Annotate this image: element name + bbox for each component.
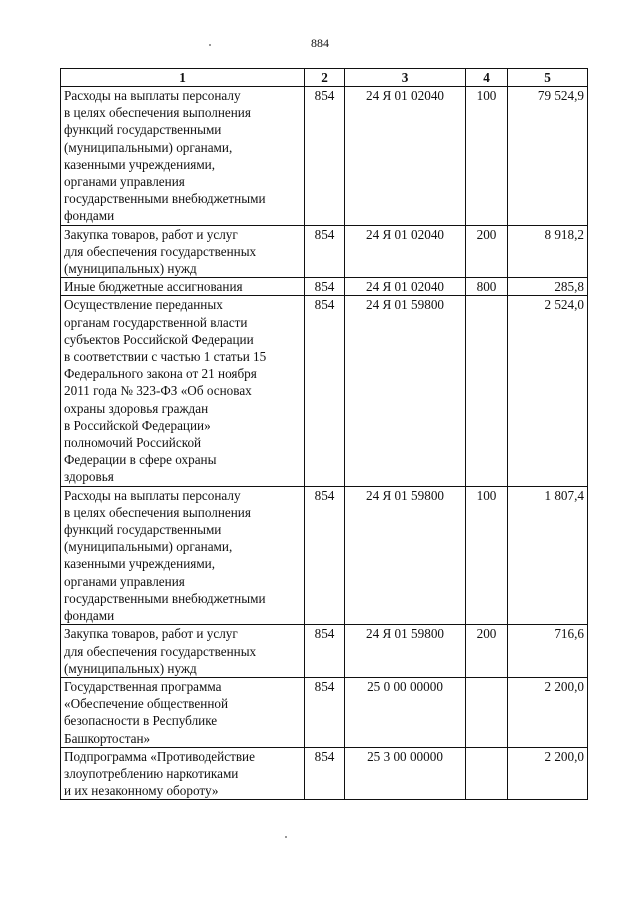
row-target-code: 24 Я 01 02040 [345,87,466,226]
row-ministry-code: 854 [305,625,345,678]
row-expense-type [466,296,508,486]
header-cell-target: 3 [345,69,466,87]
row-amount: 1 807,4 [508,486,588,625]
row-amount: 8 918,2 [508,225,588,278]
row-ministry-code: 854 [305,278,345,296]
row-name: Закупка товаров, работ и услуг для обеспечения государственных (муниципальных) нужд [61,225,305,278]
row-target-code: 25 3 00 00000 [345,747,466,800]
row-expense-type [466,747,508,800]
table-header-row [61,69,588,87]
row-name: Расходы на выплаты персоналу в целях обеспечения выполнения функций государственными (муниципальными) органами, казенными учреждениями, органами управления государственными внебюджетными фондами [61,87,305,226]
row-ministry-code: 854 [305,747,345,800]
row-ministry-code: 854 [305,87,345,226]
row-ministry-code: 854 [305,677,345,747]
scan-speck [285,836,287,838]
row-name: Расходы на выплаты персоналу в целях обеспечения выполнения функций государственными (муниципальными) органами, казенными учреждениями, органами управления государственными внебюджетными фондами [61,486,305,625]
scan-speck [209,44,211,46]
header-cell-type: 4 [466,69,508,87]
row-target-code: 24 Я 01 59800 [345,625,466,678]
table-row [61,278,588,296]
row-amount: 2 524,0 [508,296,588,486]
budget-table [60,68,588,800]
row-ministry-code: 854 [305,486,345,625]
row-expense-type [466,677,508,747]
row-target-code: 24 Я 01 02040 [345,225,466,278]
table-row [61,625,588,678]
row-amount: 79 524,9 [508,87,588,226]
page-number: 884 [311,36,329,50]
row-target-code: 24 Я 01 59800 [345,296,466,486]
row-target-code: 24 Я 01 59800 [345,486,466,625]
row-target-code: 24 Я 01 02040 [345,278,466,296]
table-row [61,677,588,747]
table-row [61,747,588,800]
row-name: Государственная программа «Обеспечение общественной безопасности в Республике Башкортостан» [61,677,305,747]
table-row [61,87,588,226]
header-cell-amount: 5 [508,69,588,87]
row-expense-type: 200 [466,625,508,678]
table-row [61,486,588,625]
row-expense-type: 200 [466,225,508,278]
row-ministry-code: 854 [305,225,345,278]
row-name: Иные бюджетные ассигнования [61,278,305,296]
row-amount: 716,6 [508,625,588,678]
row-ministry-code: 854 [305,296,345,486]
row-amount: 2 200,0 [508,747,588,800]
row-expense-type: 100 [466,87,508,226]
header-cell-ministry: 2 [305,69,345,87]
row-target-code: 25 0 00 00000 [345,677,466,747]
row-name: Подпрограмма «Противодействие злоупотреблению наркотиками и их незаконному обороту» [61,747,305,800]
row-name: Закупка товаров, работ и услуг для обеспечения государственных (муниципальных) нужд [61,625,305,678]
row-name: Осуществление переданных органам государственной власти субъектов Российской Федерации в соответствии с частью 1 статьи 15 Федерального закона от 21 ноября 2011 года № 323-ФЗ «Об основах охраны здоровья граждан в Российской Федерации» полномочий Российской Федерации в сфере охраны здоровья [61,296,305,486]
row-expense-type: 100 [466,486,508,625]
row-amount: 2 200,0 [508,677,588,747]
table-row [61,296,588,486]
row-amount: 285,8 [508,278,588,296]
row-expense-type: 800 [466,278,508,296]
table-row [61,225,588,278]
header-cell-name: 1 [61,69,305,87]
